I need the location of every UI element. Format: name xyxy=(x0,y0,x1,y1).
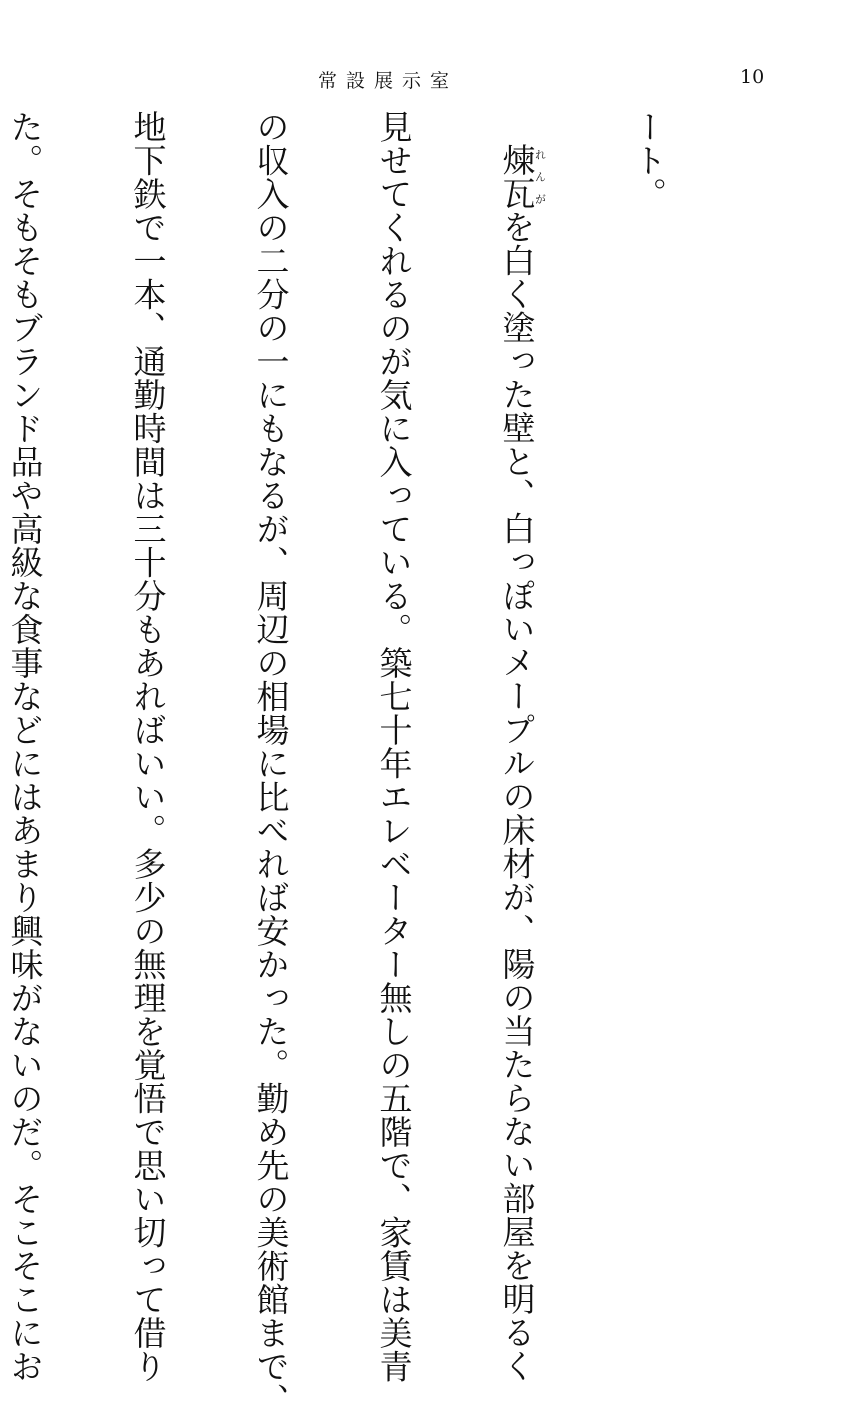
vertical-body-text xyxy=(5,110,751,1417)
indent xyxy=(516,110,517,143)
text-line: ート。 xyxy=(629,110,668,211)
ruby-base: 煉瓦 xyxy=(497,143,537,210)
text-line: た。そもそもブランド品や高級な食事などにはあまり興味がないのだ。そこそこにお xyxy=(5,110,45,1383)
text-line: 見せてくれるのが気に入っている。築七十年エレベーター無しの五階で、家賃は美青 xyxy=(374,110,414,1383)
line-rest: を白く塗った壁と、白っぽいメープルの床材が、陽の当たらない部屋を明るく xyxy=(497,210,537,1383)
ruby-renga xyxy=(497,143,547,210)
text-line-with-ruby xyxy=(497,110,547,1383)
page-header xyxy=(0,66,841,96)
page-title: 常設展示室 xyxy=(318,70,459,92)
ruby-reading: れんが xyxy=(533,143,547,210)
page-number: 10 xyxy=(740,66,765,88)
text-line: 地下鉄で一本、通勤時間は三十分もあればいい。多少の無理を覚悟で思い切って借り xyxy=(128,110,168,1383)
text-line: の収入の二分の一にもなるが、周辺の相場に比べれば安かった。勤め先の美術館まで、 xyxy=(251,110,291,1417)
